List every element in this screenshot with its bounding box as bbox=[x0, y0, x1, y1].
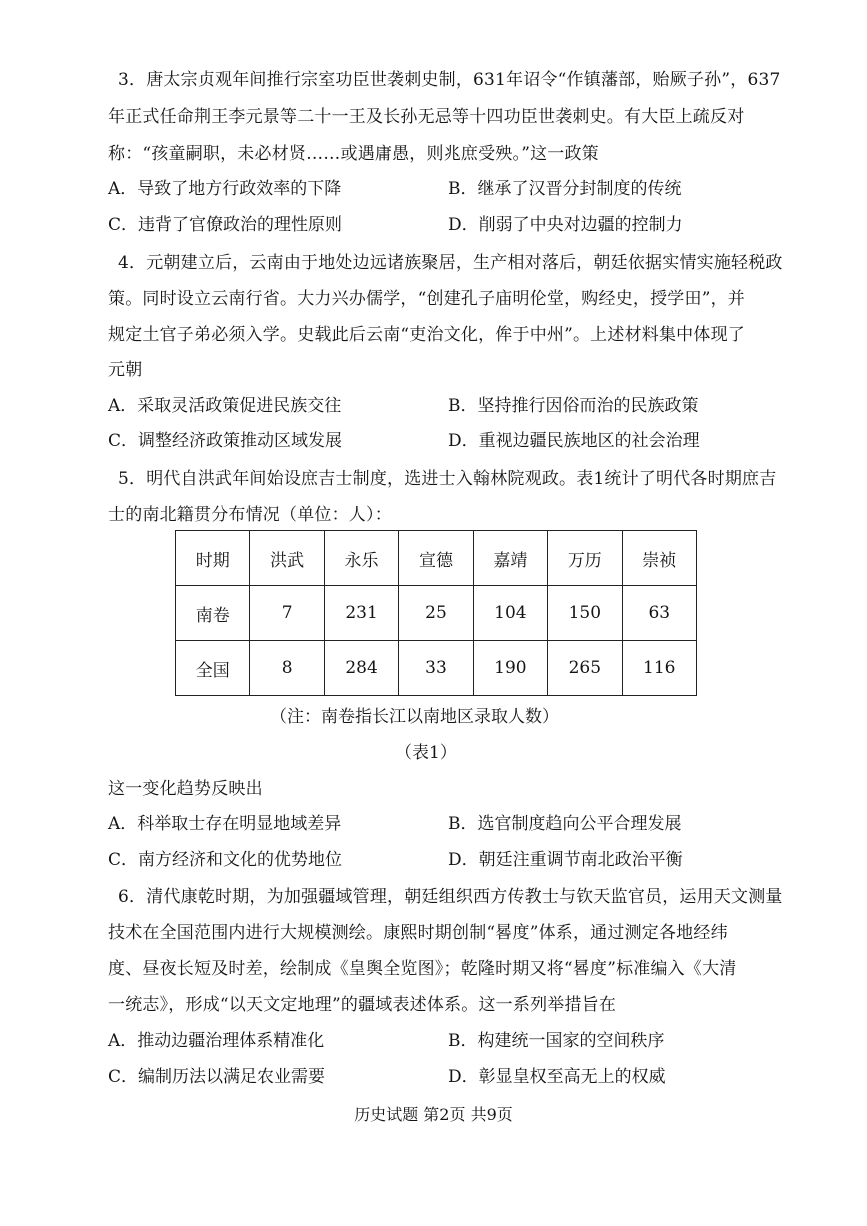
table-header-cell: 永乐 bbox=[324, 531, 398, 586]
table-cell: 全国 bbox=[176, 641, 250, 696]
page-footer: 历史试题 第2页 共9页 bbox=[354, 1105, 513, 1124]
table-cell: 116 bbox=[622, 641, 696, 696]
question-6-option-c[interactable]: C．编制历法以满足农业需要 bbox=[108, 1067, 326, 1087]
table-cell: 284 bbox=[324, 641, 398, 696]
question-6-line-3: 度、昼夜长短及时差，绘制成《皇舆全览图》；乾隆时期又将“晷度”标准编入《大清 bbox=[108, 959, 737, 979]
table-header-cell: 万历 bbox=[548, 531, 622, 586]
table-cell: 25 bbox=[399, 586, 473, 641]
table-header-cell: 时期 bbox=[176, 531, 250, 586]
question-5-option-a[interactable]: A．科举取士存在明显地域差异 bbox=[108, 814, 342, 834]
question-4-line-4: 元朝 bbox=[108, 360, 143, 380]
question-6-option-b[interactable]: B．构建统一国家的空间秩序 bbox=[448, 1031, 665, 1051]
table-header-cell: 洪武 bbox=[250, 531, 324, 586]
question-5-line-1: 5．明代自洪武年间始设庶吉士制度，选进士入翰林院观政。表1统计了明代各时期庶吉 bbox=[118, 469, 777, 489]
table-header-cell: 嘉靖 bbox=[473, 531, 547, 586]
table-header-cell: 宣德 bbox=[399, 531, 473, 586]
question-4-line-1: 4．元朝建立后，云南由于地处边远诸族聚居，生产相对落后，朝廷依据实情实施轻税政 bbox=[118, 253, 783, 273]
question-5-line-2: 士的南北籍贯分布情况（单位：人）： bbox=[108, 505, 392, 525]
table-cell: 7 bbox=[250, 586, 324, 641]
table-cell: 33 bbox=[399, 641, 473, 696]
table-cell: 南卷 bbox=[176, 586, 250, 641]
question-6-line-4: 一统志》，形成“以天文定地理”的疆域表述体系。这一系列举措旨在 bbox=[108, 995, 617, 1015]
question-5-option-d[interactable]: D．朝廷注重调节南北政治平衡 bbox=[448, 850, 683, 870]
question-6-option-a[interactable]: A．推动边疆治理体系精准化 bbox=[108, 1031, 325, 1051]
question-3-line-2: 年正式任命荆王李元景等二十一王及长孙无忌等十四功臣世袭刺史。有大臣上疏反对 bbox=[108, 107, 745, 127]
table-cell: 150 bbox=[548, 586, 622, 641]
table-cell: 8 bbox=[250, 641, 324, 696]
table-cell: 63 bbox=[622, 586, 696, 641]
question-4-option-b[interactable]: B．坚持推行因俗而治的民族政策 bbox=[448, 396, 699, 416]
question-6-line-2: 技术在全国范围内进行大规模测绘。康熙时期创制“晷度”体系，通过测定各地经纬 bbox=[108, 923, 728, 943]
question-3-option-a[interactable]: A．导致了地方行政效率的下降 bbox=[108, 179, 342, 199]
table-row bbox=[176, 586, 697, 641]
table-label: （表1） bbox=[395, 743, 457, 763]
table-cell: 231 bbox=[324, 586, 398, 641]
question-6-option-d[interactable]: D．彰显皇权至高无上的权威 bbox=[448, 1067, 666, 1087]
question-3-option-c[interactable]: C．违背了官僚政治的理性原则 bbox=[108, 215, 343, 235]
question-4-line-2: 策。同时设立云南行省。大力兴办儒学，“创建孔子庙明伦堂，购经史，授学田”，并 bbox=[108, 289, 745, 309]
table-header-row bbox=[176, 531, 697, 586]
question-5-option-c[interactable]: C．南方经济和文化的优势地位 bbox=[108, 850, 343, 870]
table-cell: 190 bbox=[473, 641, 547, 696]
question-3-line-3: 称：“孩童嗣职，未必材贤……或遇庸愚，则兆庶受殃。”这一政策 bbox=[108, 144, 599, 164]
question-4-option-a[interactable]: A．采取灵活政策促进民族交往 bbox=[108, 396, 342, 416]
table-note: （注：南卷指长江以南地区录取人数） bbox=[270, 707, 559, 727]
question-3-line-1: 3．唐太宗贞观年间推行宗室功臣世袭刺史制，631年诏令“作镇藩部，贻厥子孙”，637 bbox=[118, 70, 781, 90]
question-6-line-1: 6．清代康乾时期，为加强疆域管理，朝廷组织西方传教士与钦天监官员，运用天文测量 bbox=[118, 887, 783, 907]
question-5-option-b[interactable]: B．选官制度趋向公平合理发展 bbox=[448, 814, 682, 834]
table-cell: 265 bbox=[548, 641, 622, 696]
table-1 bbox=[175, 530, 697, 696]
table-row bbox=[176, 641, 697, 696]
question-5-stem-end: 这一变化趋势反映出 bbox=[108, 779, 263, 799]
question-3-option-b[interactable]: B．继承了汉晋分封制度的传统 bbox=[448, 179, 682, 199]
question-4-option-c[interactable]: C．调整经济政策推动区域发展 bbox=[108, 431, 343, 451]
question-4-option-d[interactable]: D．重视边疆民族地区的社会治理 bbox=[448, 431, 700, 451]
table-cell: 104 bbox=[473, 586, 547, 641]
question-3-option-d[interactable]: D．削弱了中央对边疆的控制力 bbox=[448, 215, 683, 235]
question-4-line-3: 规定土官子弟必须入学。史载此后云南“吏治文化，侔于中州”。上述材料集中体现了 bbox=[108, 325, 745, 345]
table-header-cell: 崇祯 bbox=[622, 531, 696, 586]
